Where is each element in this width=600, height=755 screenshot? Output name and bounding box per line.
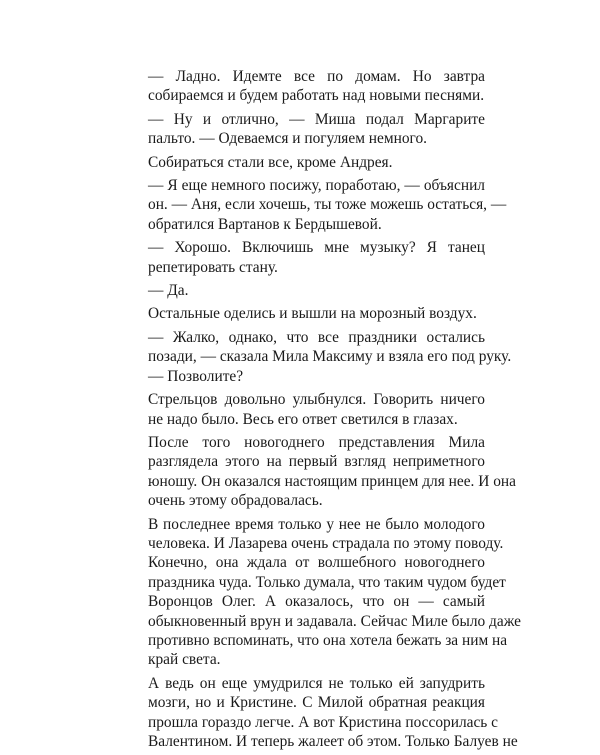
paragraph — [115, 328, 512, 386]
paragraph — [115, 304, 485, 323]
text-line: праздника чуда. Только думала, что таким чудом будет — [148, 573, 506, 591]
text-line: Собираться стали все, кроме Андрея. — [148, 153, 393, 171]
paragraph — [115, 153, 485, 172]
text-line: — Ладно. Идемте все по домам. Но завтра — [148, 68, 485, 85]
text-line: позади, — сказала Мила Максиму и взяла его под руку. — [148, 348, 512, 366]
text-line: край света. — [148, 651, 221, 669]
text-line: — Жалко, однако, что все праздники остались — [148, 328, 485, 346]
text-line: репетировать стану. — [148, 258, 278, 276]
text-line: Воронцов Олег. А оказалось, что он — самый — [148, 593, 485, 611]
paragraph — [115, 433, 516, 511]
text-line: Конечно, она ждала от волшебного новогоднего — [148, 554, 485, 572]
text-line: — Позволите? — [148, 367, 244, 385]
text-line: мозги, но и Кристине. С Милой обратная реакция — [148, 694, 485, 712]
text-line: прошла гораздо легче. А вот Кристина поссорилась с — [148, 713, 498, 731]
text-line: — Я еще немного посижу, поработаю, — объяснил — [148, 177, 485, 195]
text-line: — Ну и отлично, — Миша подал Маргарите — [148, 110, 485, 128]
text-line: — Да. — [148, 282, 189, 300]
paragraph — [115, 674, 518, 752]
text-line: После того новогоднего представления Мила — [148, 433, 485, 451]
text-line: Валентином. И теперь жалеет об этом. Только Балуев не — [148, 733, 518, 750]
paragraph — [115, 176, 507, 234]
paragraph — [115, 515, 521, 670]
text-line: В последнее время только у нее не было молодого — [148, 515, 485, 533]
text-line: Остальные оделись и вышли на морозный воздух. — [148, 305, 477, 323]
paragraph — [115, 281, 485, 300]
text-line: он. — Аня, если хочешь, ты тоже можешь остаться, — — [148, 196, 507, 214]
paragraph — [115, 67, 485, 106]
text-line: обратился Вартанов к Бердышевой. — [148, 215, 382, 233]
text-line: — Хорошо. Включишь мне музыку? Я танец — [148, 239, 485, 257]
paragraph — [115, 110, 485, 149]
text-line: противно вспоминать, что она хотела бежать за ним на — [148, 631, 508, 649]
text-line: А ведь он еще умудрился не только ей запудрить — [148, 674, 485, 692]
text-line: обыкновенный врун и задавала. Сейчас Миле было даже — [148, 612, 521, 630]
text-line: человека. И Лазарева очень страдала по этому поводу. — [148, 534, 504, 552]
paragraph — [115, 238, 485, 277]
text-line: собираемся и будем работать над новыми песнями. — [148, 87, 485, 105]
text-line: пальто. — Одеваемся и погуляем немного. — [148, 130, 427, 148]
text-line: разглядела этого на первый взгляд неприметного — [148, 453, 485, 471]
text-line: юношу. Он оказался настоящим принцем для нее. И она — [148, 472, 516, 490]
paragraph — [115, 390, 485, 429]
text-line: Стрельцов довольно улыбнулся. Говорить ничего — [148, 391, 485, 409]
page-text — [115, 67, 521, 755]
text-line: не надо было. Весь его ответ светился в глазах. — [148, 410, 458, 428]
text-line: очень этому обрадовалась. — [148, 492, 323, 510]
